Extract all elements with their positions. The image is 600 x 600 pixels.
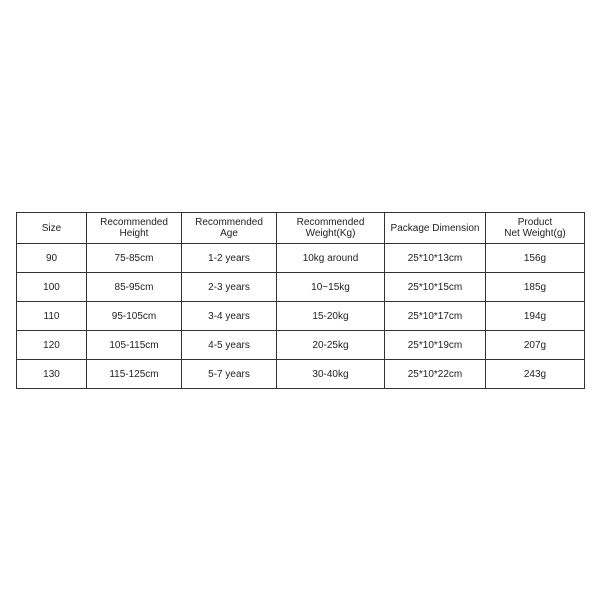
- cell-net-weight: 194g: [486, 302, 585, 331]
- cell-height: 95-105cm: [87, 302, 182, 331]
- cell-height: 105-115cm: [87, 331, 182, 360]
- header-height-line1: Recommended: [100, 217, 168, 228]
- cell-weight: 10~15kg: [277, 273, 385, 302]
- cell-age: 2-3 years: [182, 273, 277, 302]
- cell-age: 4-5 years: [182, 331, 277, 360]
- cell-weight: 10kg around: [277, 244, 385, 273]
- header-weight-line2: Weight(Kg): [305, 228, 356, 239]
- cell-height: 115-125cm: [87, 360, 182, 389]
- header-age: [182, 213, 277, 244]
- header-age-line2: Age: [220, 228, 238, 239]
- cell-size: 110: [17, 302, 87, 331]
- header-net-weight-line1: Product: [517, 217, 553, 228]
- table-body: [17, 244, 585, 389]
- cell-package-dimension: 25*10*15cm: [385, 273, 486, 302]
- cell-net-weight: 156g: [486, 244, 585, 273]
- table-row: [17, 273, 585, 302]
- header-age-line1: Recommended: [195, 217, 263, 228]
- header-row: [17, 213, 585, 244]
- header-size-label: Size: [41, 222, 62, 234]
- cell-weight: 30-40kg: [277, 360, 385, 389]
- header-net-weight: [486, 213, 585, 244]
- header-net-weight-line2: Net Weight(g): [504, 228, 566, 239]
- cell-height: 85-95cm: [87, 273, 182, 302]
- header-weight: [277, 213, 385, 244]
- cell-age: 5-7 years: [182, 360, 277, 389]
- cell-height: 75-85cm: [87, 244, 182, 273]
- size-chart-table: [16, 212, 585, 389]
- header-height-line2: Height: [119, 228, 149, 239]
- table-row: [17, 302, 585, 331]
- cell-package-dimension: 25*10*19cm: [385, 331, 486, 360]
- cell-package-dimension: 25*10*13cm: [385, 244, 486, 273]
- cell-net-weight: 207g: [486, 331, 585, 360]
- cell-net-weight: 185g: [486, 273, 585, 302]
- cell-size: 100: [17, 273, 87, 302]
- cell-size: 120: [17, 331, 87, 360]
- table-row: [17, 360, 585, 389]
- table-row: [17, 244, 585, 273]
- cell-age: 1-2 years: [182, 244, 277, 273]
- header-package-dimension-label: Package Dimension: [390, 222, 480, 234]
- cell-weight: 15-20kg: [277, 302, 385, 331]
- header-package-dimension: [385, 213, 486, 244]
- cell-package-dimension: 25*10*17cm: [385, 302, 486, 331]
- table-row: [17, 331, 585, 360]
- cell-package-dimension: 25*10*22cm: [385, 360, 486, 389]
- cell-size: 90: [17, 244, 87, 273]
- header-weight-line1: Recommended: [296, 217, 365, 228]
- cell-weight: 20-25kg: [277, 331, 385, 360]
- header-size: [17, 213, 87, 244]
- table-header: [17, 213, 585, 244]
- header-height: [87, 213, 182, 244]
- cell-size: 130: [17, 360, 87, 389]
- cell-net-weight: 243g: [486, 360, 585, 389]
- cell-age: 3-4 years: [182, 302, 277, 331]
